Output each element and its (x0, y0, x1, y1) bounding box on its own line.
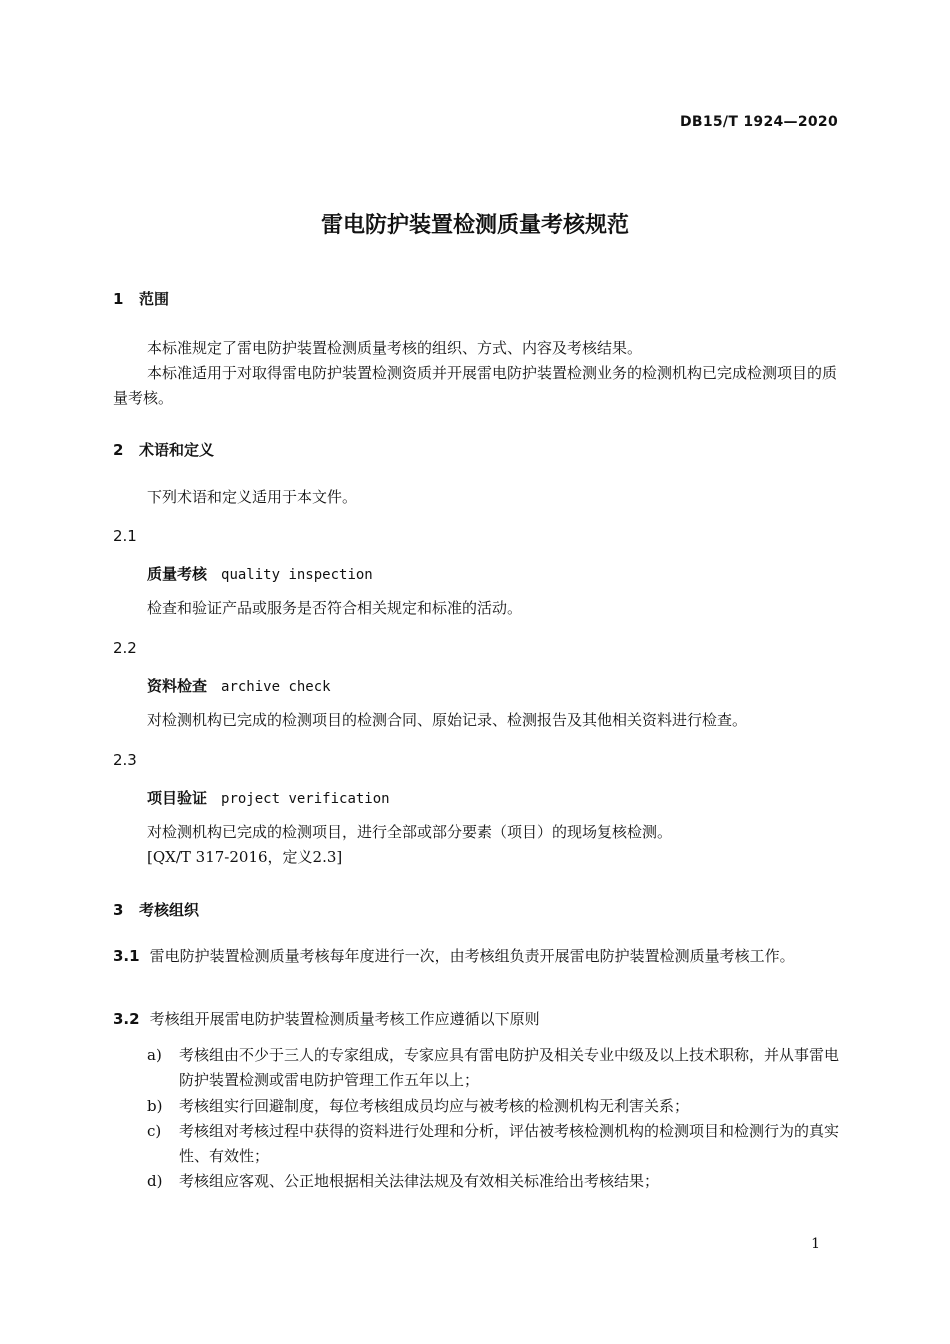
term-definition: 检查和验证产品或服务是否符合相关规定和标准的活动。 (147, 599, 523, 617)
list-marker: c) (147, 1122, 162, 1140)
section-number: 2 (113, 441, 124, 459)
list-text: 考核组对考核过程中获得的资料进行处理和分析，评估被考核检测机构的检测项目和检测行为的真实性、有效性； (179, 1122, 840, 1165)
term-en: archive check (221, 679, 331, 695)
term-en: project verification (221, 791, 390, 807)
standard-code: DB15/T 1924—2020 (679, 114, 838, 130)
list-marker: d) (147, 1172, 163, 1190)
list-text: 考核组应客观、公正地根据相关法律法规及有效相关标准给出考核结果； (179, 1172, 660, 1190)
term-definition: 对检测机构已完成的检测项目，进行全部或部分要素（项目）的现场复核检测。 (147, 823, 673, 841)
term-entry (147, 787, 390, 808)
term-zh: 质量考核 (147, 565, 208, 583)
page-number: 1 (811, 1236, 820, 1252)
term-number: 2.3 (113, 751, 137, 769)
term-source: [QX/T 317-2016，定义2.3] (147, 848, 343, 866)
clause-3-1 (113, 944, 840, 969)
term-number: 2.2 (113, 639, 137, 657)
clause-number: 3.2 (113, 1010, 140, 1028)
list-item (147, 1094, 840, 1119)
list-item (147, 1119, 840, 1169)
section-title: 范围 (139, 290, 170, 308)
document-title: 雷电防护装置检测质量考核规范 (320, 213, 629, 238)
scope-paragraph-1: 本标准规定了雷电防护装置检测质量考核的组织、方式、内容及考核结果。 (147, 339, 643, 357)
list-text: 考核组由不少于三人的专家组成，专家应具有雷电防护及相关专业中级及以上技术职称，并从事雷电防护装置检测或雷电防护管理工作五年以上； (179, 1046, 840, 1089)
section-2-heading (113, 439, 214, 460)
clause-number: 3.1 (113, 947, 140, 965)
term-en: quality inspection (221, 567, 373, 583)
list-marker: b) (147, 1097, 163, 1115)
term-definition: 对检测机构已完成的检测项目的检测合同、原始记录、检测报告及其他相关资料进行检查。 (147, 711, 748, 729)
list-item (147, 1169, 840, 1194)
section-title: 考核组织 (139, 901, 200, 919)
term-zh: 资料检查 (147, 677, 208, 695)
list-text: 考核组实行回避制度，每位考核组成员均应与被考核的检测机构无利害关系； (179, 1097, 690, 1115)
section-number: 1 (113, 290, 124, 308)
section-title: 术语和定义 (139, 441, 215, 459)
clause-text: 考核组开展雷电防护装置检测质量考核工作应遵循以下原则 (149, 1010, 540, 1028)
term-entry (147, 563, 373, 584)
section-1-heading (113, 288, 169, 309)
scope-paragraph-2: 本标准适用于对取得雷电防护装置检测资质并开展雷电防护装置检测业务的检测机构已完成检测项目的质量考核。 (113, 364, 838, 407)
section-3-heading (113, 899, 199, 920)
list-item (147, 1043, 840, 1093)
terms-intro: 下列术语和定义适用于本文件。 (147, 488, 358, 506)
clause-3-2 (113, 1007, 840, 1032)
list-marker: a) (147, 1046, 162, 1064)
section-number: 3 (113, 901, 124, 919)
clause-text: 雷电防护装置检测质量考核每年度进行一次，由考核组负责开展雷电防护装置检测质量考核工作。 (149, 947, 795, 965)
term-entry (147, 675, 331, 696)
term-zh: 项目验证 (147, 789, 208, 807)
term-number: 2.1 (113, 527, 137, 545)
